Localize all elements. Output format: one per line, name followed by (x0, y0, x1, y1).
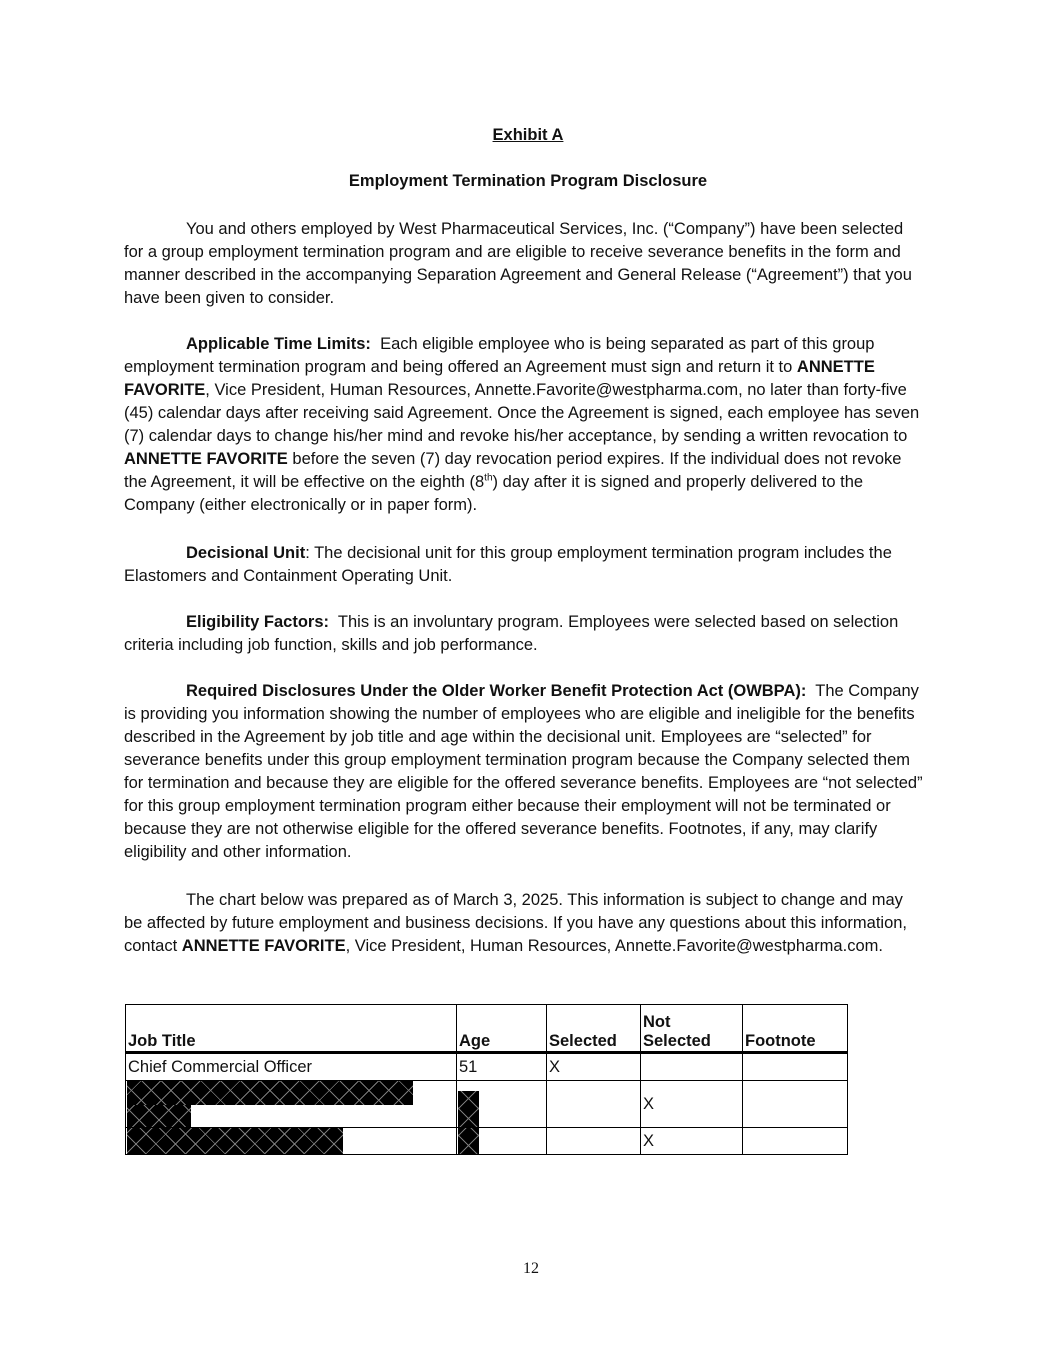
decisional-unit-heading: Decisional Unit (186, 544, 306, 562)
decisional-unit-paragraph (124, 542, 924, 588)
time-limits-text-4: ) day after it is signed and properly delivered to the Company (either electronically or in paper form). (124, 473, 864, 514)
age-cell-redacted (457, 1128, 547, 1155)
redaction-block (458, 1091, 479, 1127)
owbpa-text: The Company is providing you information showing the number of employees who are eligible and ineligible for the benefits described in the Agreement by job title and age within the decisional unit. Employees are “selected” for severance benefits under this group employment termination program because the Company selected them for termination and because they are eligible for the offered severance benefits. Employees are “not selected” for this group employment termination program either because their employment will not be terminated or because they are not otherwise eligible for the offered severance benefits. Footnotes, if any, may clarify eligibility and other information. (124, 682, 923, 861)
table-row (126, 1128, 848, 1155)
disclosure-table (125, 1004, 848, 1155)
redaction-block (127, 1128, 343, 1154)
selected-cell (547, 1081, 641, 1128)
intro-text: You and others employed by West Pharmaceutical Services, Inc. (“Company”) have been selected for a group employment termination program and are eligible to receive severance benefits in the form and manner described in the accompanying Separation Agreement and General Release (“Agreement”) that you have been given to consider. (124, 220, 912, 307)
age-cell: 51 (457, 1053, 547, 1081)
header-age: Age (457, 1005, 547, 1053)
eligibility-paragraph (124, 611, 924, 657)
intro-paragraph (124, 218, 924, 310)
footnote-cell (743, 1053, 848, 1081)
page-number: 12 (523, 1260, 539, 1277)
owbpa-paragraph (124, 680, 924, 864)
not-selected-cell: X (641, 1081, 743, 1128)
time-limits-text-2: , Vice President, Human Resources, Annette.Favorite@westpharma.com, no later than forty-five (45) calendar days after receiving said Agreement. Once the Agreement is signed, each employee has seven (7) calendar days to change his/her mind and revoke his/her acceptance, by sending a written revocation to (124, 381, 920, 445)
selected-cell (547, 1128, 641, 1155)
chart-note-paragraph (124, 889, 924, 958)
exhibit-title: Exhibit A (492, 126, 564, 144)
contact-name: ANNETTE FAVORITE (124, 358, 875, 399)
job-title-cell-redacted (126, 1128, 457, 1155)
ordinal-suffix: th (484, 472, 493, 484)
time-limits-text-3: before the seven (7) day revocation period expires. If the individual does not revoke the Agreement, it will be effective on the eighth (8 (124, 450, 902, 491)
job-title-cell-redacted (126, 1081, 457, 1128)
not-selected-cell (641, 1053, 743, 1081)
eligibility-heading: Eligibility Factors: (186, 613, 330, 631)
table-row (126, 1053, 848, 1081)
header-not-selected: Not Selected (641, 1005, 743, 1053)
redaction-block (127, 1081, 413, 1105)
table-row (126, 1081, 848, 1128)
age-cell-redacted (457, 1081, 547, 1128)
footnote-cell (743, 1128, 848, 1155)
eligibility-text: This is an involuntary program. Employees were selected based on selection criteria including job function, skills and job performance. (124, 613, 899, 654)
contact-name: ANNETTE FAVORITE (181, 937, 346, 955)
not-selected-cell: X (641, 1128, 743, 1155)
footnote-cell (743, 1081, 848, 1128)
header-footnote: Footnote (743, 1005, 848, 1053)
time-limits-paragraph (124, 333, 924, 517)
header-job-title: Job Title (126, 1005, 457, 1053)
time-limits-heading: Applicable Time Limits: (186, 335, 371, 353)
document-title: Employment Termination Program Disclosure (348, 172, 708, 190)
chart-note-text-1: The chart below was prepared as of March 3, 2025. This information is subject to change and may be affected by future employment and business decisions. If you have any questions about this information, contact (124, 891, 908, 955)
job-title-cell: Chief Commercial Officer (126, 1053, 457, 1081)
decisional-unit-text: : The decisional unit for this group employment termination program includes the Elastomers and Containment Operating Unit. (124, 544, 892, 585)
redaction-block (458, 1128, 479, 1154)
selected-cell: X (547, 1053, 641, 1081)
contact-name: ANNETTE FAVORITE (124, 450, 288, 468)
time-limits-text-1: Each eligible employee who is being separated as part of this group employment termination program and being offered an Agreement must sign and return it to (124, 335, 875, 376)
table-header-row (126, 1005, 848, 1053)
header-selected: Selected (547, 1005, 641, 1053)
redaction-block (127, 1105, 191, 1127)
chart-note-text-2: , Vice President, Human Resources, Annette.Favorite@westpharma.com. (345, 937, 883, 955)
owbpa-heading: Required Disclosures Under the Older Worker Benefit Protection Act (OWBPA): (186, 682, 807, 700)
